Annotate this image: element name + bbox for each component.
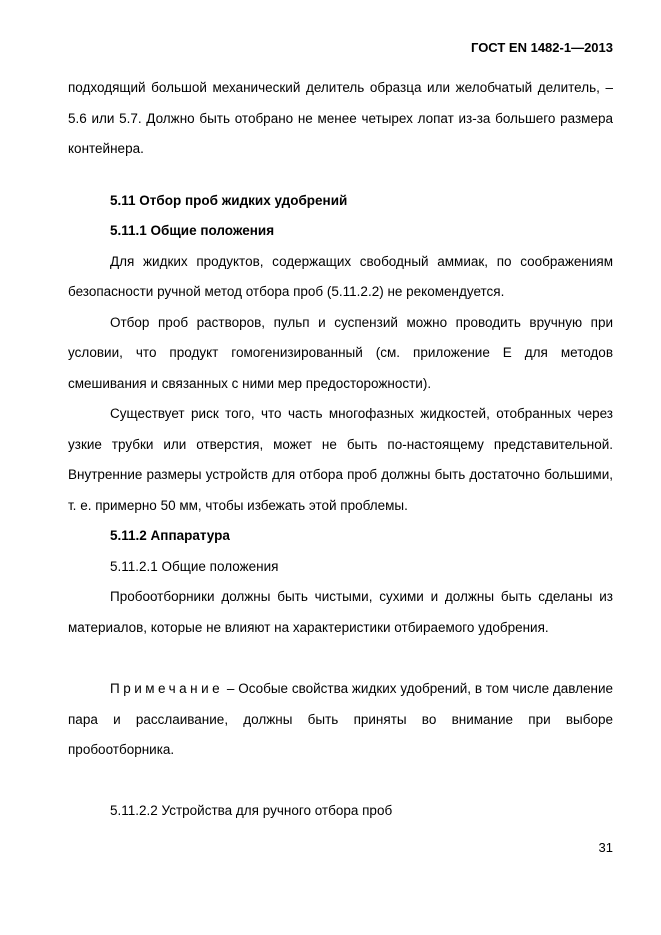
note-label: Примечание (110, 681, 224, 696)
paragraph-samplers-clean-dry: Пробоотборники должны быть чистыми, сухими и должны быть сделаны из материалов, которые не влияют на характеристики отбираемого удобрения. (68, 589, 613, 635)
heading-5-11-2-2: 5.11.2.2 Устройства для ручного отбора проб (110, 802, 393, 818)
paragraph-multiphase-risk: Существует риск того, что часть многофазных жидкостей, отобранных через узкие трубки или отверстия, может не быть по-настоящему представительной. Внутренние размеры устройств для отбора проб должны быть достаточно большими, т. е. примерно 50 мм, чтобы избежать этой проблемы. (68, 406, 613, 513)
heading-5-11-1: 5.11.1 Общие положения (110, 223, 275, 238)
note-paragraph (68, 674, 613, 766)
paragraph-solutions-manual-sampling: Отбор проб растворов, пульп и суспензий можно проводить вручную при условии, что продукт гомогенизированный (см. приложение Е для методов смешивания и связанных с ними мер предосторожности). (68, 314, 613, 391)
page-header (68, 40, 613, 56)
heading-5-11-2: 5.11.2 Аппаратура (110, 528, 230, 543)
heading-5-11-2-1: 5.11.2.1 Общие положения (110, 558, 279, 574)
page-footer (68, 840, 613, 856)
heading-5-11: 5.11 Отбор проб жидких удобрений (110, 192, 348, 208)
paragraph-continuation: подходящий большой механический делитель образца или желобчатый делитель, – 5.6 или 5.7. Должно быть отобрано не менее четырех лопат из-за большего размера контейнера. (68, 80, 613, 156)
standard-designation: ГОСТ EN 1482-1—2013 (471, 40, 613, 55)
page-number: 31 (598, 840, 613, 855)
note-text: – Особые свойства жидких удобрений, в том числе давление пара и расслаивание, должны быть приняты во внимание при выборе пробоотборника. (68, 681, 613, 757)
paragraph-ammonia-safety: Для жидких продуктов, содержащих свободный аммиак, по соображениям безопасности ручной метод отбора проб (5.11.2.2) не рекомендуется. (68, 253, 613, 299)
